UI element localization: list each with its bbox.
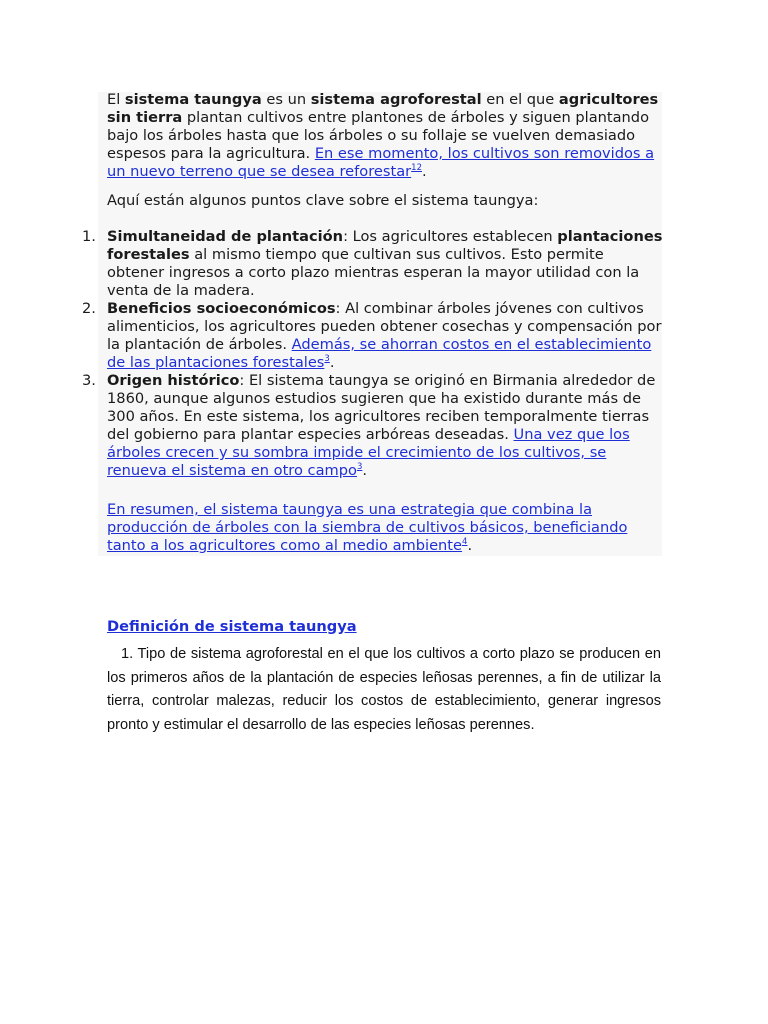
list-number: 2. [82,300,96,317]
definition-heading-link[interactable]: Definición de sistema taungya [107,618,357,635]
intro-paragraph [107,91,663,181]
list-item [82,228,663,300]
key-points-list [82,228,663,480]
point-text: . [362,462,367,479]
list-number: 3. [82,372,96,389]
lead-sentence: Aquí están algunos puntos clave sobre el sistema taungya: [107,192,539,209]
definition-heading [107,618,357,636]
list-item [82,372,663,480]
point-text: : Al combinar árboles jóvenes con cultivos alimenticios, los agricultores pueden obtener cosechas y compensación por la plantación de árboles. [107,300,662,353]
point-title: Simultaneidad de plantación [107,228,344,245]
list-number: 1. [82,228,96,245]
intro-text: es un [261,91,311,108]
point-title: Beneficios socioeconómicos [107,300,336,317]
intro-text: plantan cultivos entre plantones de árboles y siguen plantando bajo los árboles hasta que los árboles o su follaje se vuelven demasiado espesos para la agricultura. [107,109,649,162]
answer-block [82,91,663,480]
summary-link[interactable]: En resumen, el sistema taungya es una estrategia que combina la producción de árboles con la siembra de cultivos básicos, beneficiando tanto a los agricultores como al medio ambiente [107,501,628,554]
list-item [82,300,663,372]
citation-link[interactable]: 3 [356,462,363,473]
citation-link[interactable]: 4 [462,537,468,548]
point-text: al mismo tiempo que cultivan sus cultivos. Esto permite obtener ingresos a corto plazo mientras esperan la mayor utilidad con la venta de la madera. [107,246,640,299]
intro-bold-term: sistema agroforestal [310,91,482,108]
point-text: : Los agricultores establecen [343,228,558,245]
point-link[interactable]: Una vez que los árboles crecen y su sombra impide el crecimiento de los cultivos, se renueva el sistema en otro campo [107,426,630,479]
point-title: Origen histórico [107,372,240,389]
summary-paragraph [107,501,663,555]
citation-link[interactable]: 12 [411,163,422,174]
citation-link[interactable]: 3 [324,354,330,365]
summary-text: . [467,537,473,554]
intro-link[interactable]: En ese momento, los cultivos son removidos a un nuevo terreno que se desea reforestar [107,145,655,180]
intro-bold-term: agricultores sin tierra [107,91,659,126]
point-text: : El sistema taungya se originó en Birmania alrededor de 1860, aunque algunos estudios sugieren que ha existido durante más de 300 años. En este sistema, los agricultores reciben temporalmente tierras del gobierno para plantar especies arbóreas deseadas. [107,372,656,443]
point-link[interactable]: Además, se ahorran costos en el establecimiento de las plantaciones forestales [107,336,652,371]
intro-bold-term: sistema taungya [124,91,262,108]
definition-body: 1. Tipo de sistema agroforestal en el que los cultivos a corto plazo se producen en los primeros años de la plantación de especies leñosas perennes, a fin de utilizar la tierra, controlar malezas, reducir los costos de establecimiento, generar ingresos pronto y estimular el desarrollo de las especies leñosas perennes. [107,646,661,733]
intro-text: . [421,163,427,180]
intro-text: El [107,91,125,108]
point-text: . [329,354,335,371]
point-bold-term: plantaciones forestales [107,228,663,263]
intro-text: en el que [481,91,559,108]
